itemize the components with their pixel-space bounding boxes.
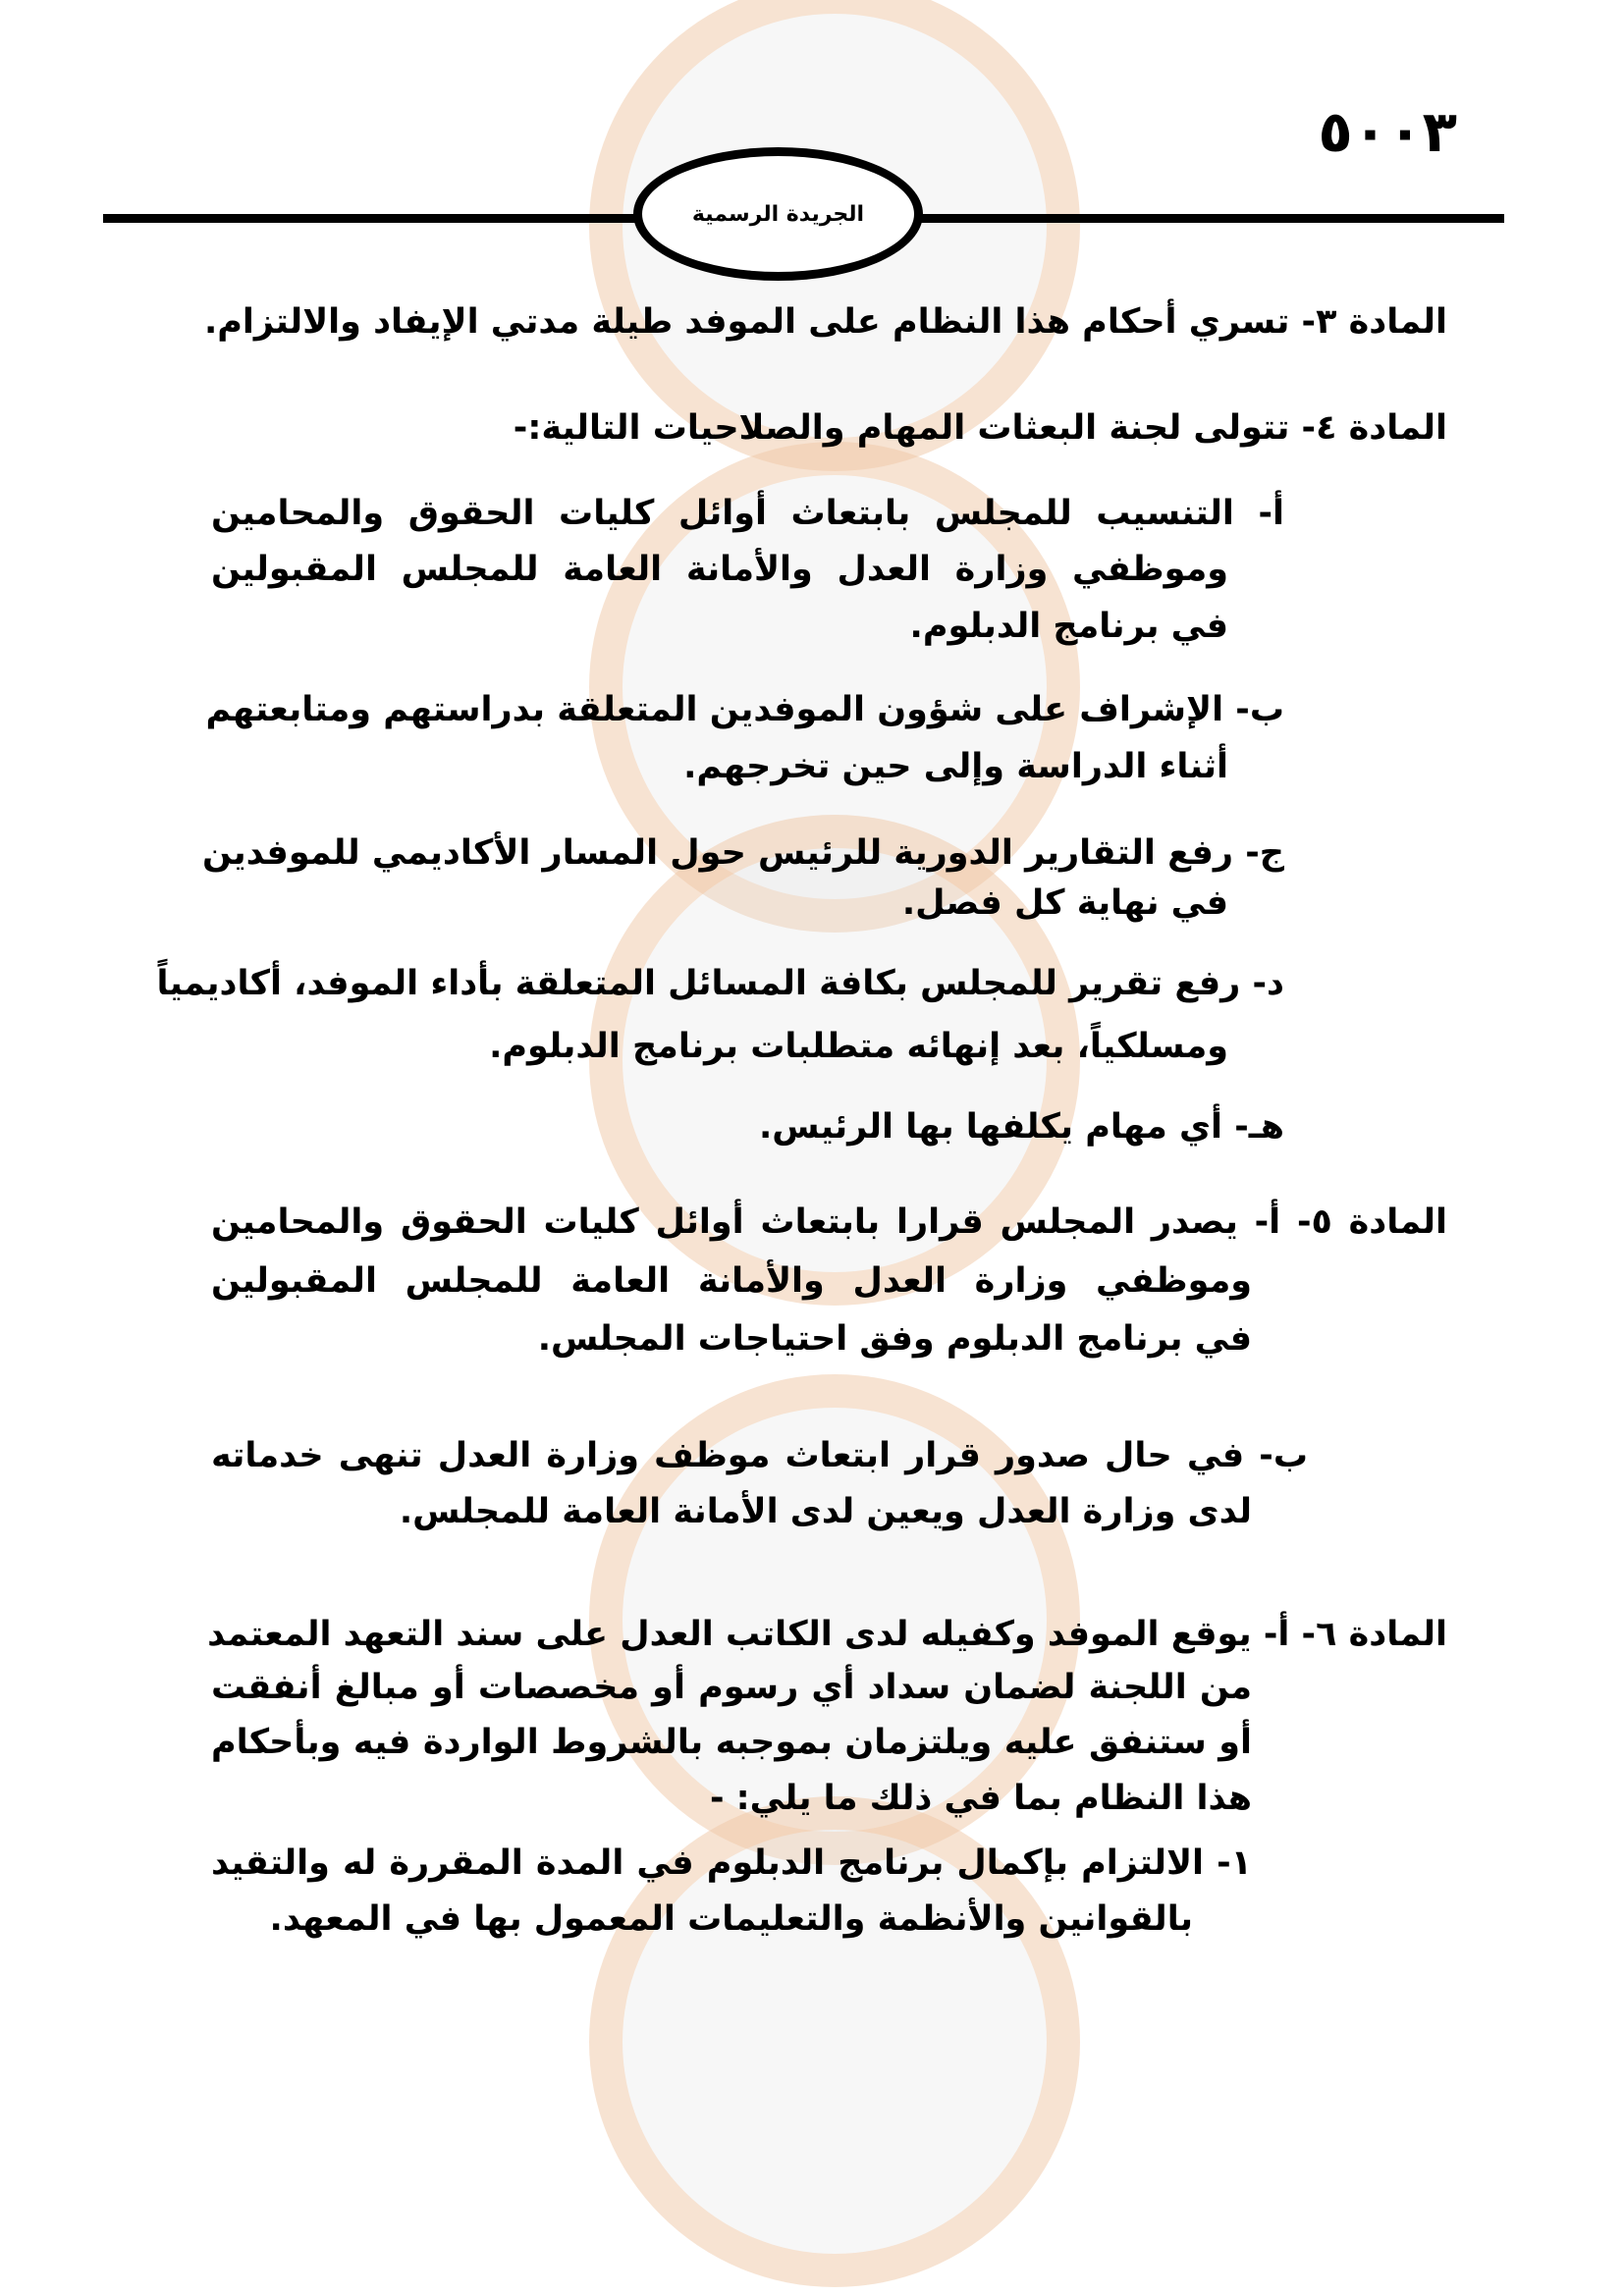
article-5-a: في برنامج الدبلوم وفق احتياجات المجلس. — [537, 1319, 1252, 1359]
article-4-item-b: ب- الإشراف على شؤون الموفدين المتعلقة بدراستهم ومتابعتهم — [205, 690, 1284, 729]
article-4-item-a: وموظفي وزارة العدل والأمانة العامة للمجلس المقبولين — [211, 550, 1228, 589]
gazette-title-oval — [633, 147, 923, 281]
article-6-a: المادة ٦- أ- يوقع الموفد وكفيله لدى الكاتب العدل على سند التعهد المعتمد — [207, 1615, 1447, 1654]
article-5-b: ب- في حال صدور قرار ابتعاث موظف وزارة العدل تنهى خدماته — [211, 1436, 1308, 1475]
article-5-b: لدى وزارة العدل ويعين لدى الأمانة العامة للمجلس. — [399, 1492, 1252, 1531]
article-4-item-b: أثناء الدراسة وإلى حين تخرجهم. — [683, 747, 1228, 786]
article-4-item-e: هـ- أي مهام يكلفها بها الرئيس. — [758, 1107, 1284, 1147]
article-4-item-c: في نهاية كل فصل. — [901, 883, 1228, 923]
article-6-item-1: ١- الالتزام بإكمال برنامج الدبلوم في المدة المقررة له والتقيد — [211, 1843, 1252, 1883]
article-4-item-a: أ- التنسيب للمجلس بابتعاث أوائل كليات الحقوق والمحامين — [211, 494, 1284, 533]
page-number: ٥٠٠٣ — [1318, 98, 1457, 165]
gazette-title: الجريدة الرسمية — [691, 201, 865, 227]
article-6-a: هذا النظام بما في ذلك ما يلي: - — [709, 1779, 1252, 1818]
article-3: المادة ٣- تسري أحكام هذا النظام على الموفد طيلة مدتي الإيفاد والالتزام. — [203, 302, 1447, 342]
article-6-item-1: بالقوانين والأنظمة والتعليمات المعمول بها في المعهد. — [269, 1899, 1193, 1939]
article-6-a: أو ستنفق عليه ويلتزمان بموجبه بالشروط الواردة فيه وبأحكام — [211, 1723, 1252, 1762]
article-4-item-d: ومسلكياً، بعد إنهائه متطلبات برنامج الدبلوم. — [489, 1027, 1228, 1066]
article-4-intro: المادة ٤- تتولى لجنة البعثات المهام والصلاحيات التالية:- — [513, 408, 1447, 448]
article-5-a: وموظفي وزارة العدل والأمانة العامة للمجلس المقبولين — [211, 1261, 1252, 1301]
article-6-a: من اللجنة لضمان سداد أي رسوم أو مخصصات أو مبالغ أنفقت — [211, 1668, 1252, 1707]
article-4-item-c: ج- رفع التقارير الدورية للرئيس حول المسار الأكاديمي للموفدين — [202, 833, 1284, 873]
article-4-item-a: في برنامج الدبلوم. — [909, 607, 1228, 646]
article-4-item-d: د- رفع تقرير للمجلس بكافة المسائل المتعلقة بأداء الموفد، أكاديمياً — [156, 964, 1284, 1003]
article-5-a: المادة ٥- أ- يصدر المجلس قرارا بابتعاث أوائل كليات الحقوق والمحامين — [211, 1202, 1447, 1242]
